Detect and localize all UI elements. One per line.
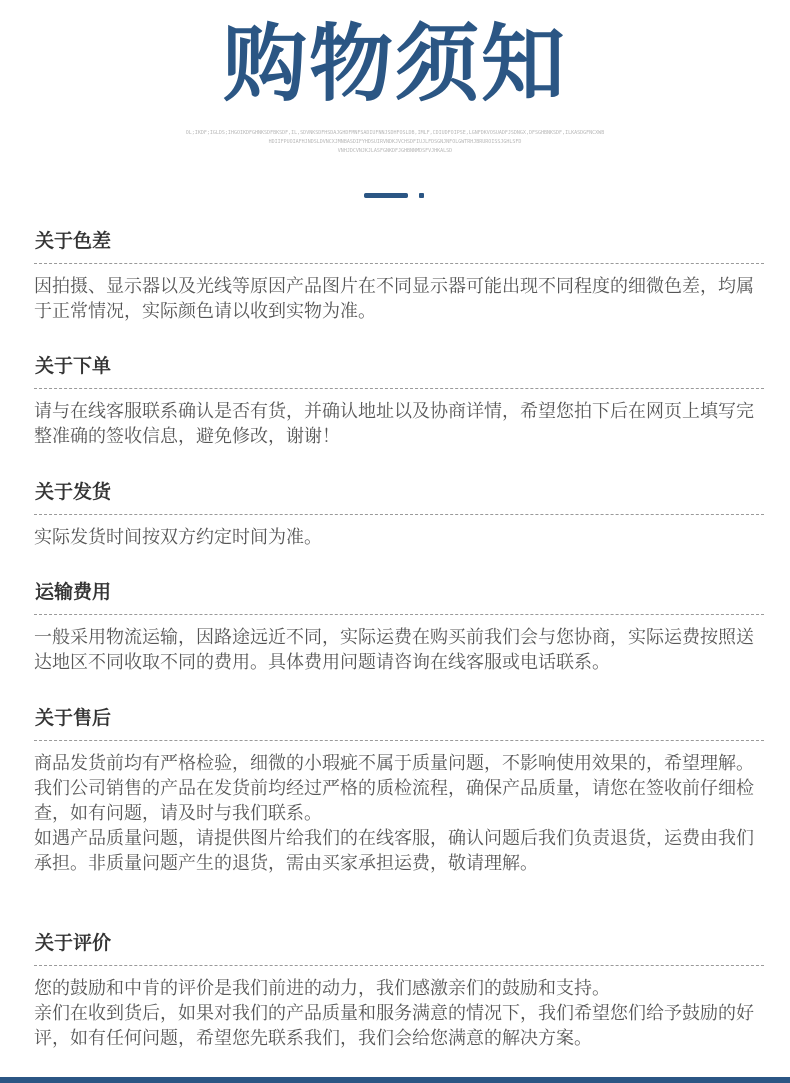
section-title: 运输费用 (35, 581, 112, 603)
section-title: 关于评价 (35, 932, 112, 954)
decor-line: HDIIFPUOIAFHJNDSLDVNCXJMNBASDIFYHDSUIRVNDKJVCHSDFIUJLFDSGNJNFOLGWTRHJBRUROISSJGHLSFD (268, 139, 522, 145)
section-paragraph: 我们公司销售的产品在发货前均经过严格的质检流程，确保产品质量，请您在签收前仔细检查，如有问题，请及时与我们联系。 (34, 778, 754, 824)
section-after-sales (34, 706, 764, 876)
bottom-bar (0, 1077, 790, 1083)
section-body (34, 399, 758, 449)
dashed-divider (34, 514, 764, 515)
decor-line: VNHJDCVNJKJLASFGNKDFJGHBNNMDSFVJHKALSD (337, 148, 453, 154)
section-title: 关于色差 (35, 230, 112, 252)
section-paragraph: 您的鼓励和中肯的评价是我们前进的动力，我们感激亲们的鼓励和支持。 (34, 978, 610, 999)
accent-bar (364, 193, 408, 198)
dashed-divider (34, 263, 764, 264)
section-body (34, 751, 758, 876)
section-body (34, 976, 758, 1051)
section-body (34, 274, 758, 324)
dashed-divider (34, 965, 764, 966)
section-title: 关于下单 (35, 355, 112, 377)
section-paragraph: 商品发货前均有严格检验，细微的小瑕疵不属于质量问题，不影响使用效果的，希望理解。 (34, 753, 754, 774)
section-color-difference (34, 229, 764, 324)
section-reviews (34, 931, 764, 1051)
dashed-divider (34, 388, 764, 389)
section-paragraph: 一般采用物流运输，因路途远近不同，实际运费在购买前我们会与您协商，实际运费按照送达地区不同收取不同的费用。具体费用问题请咨询在线客服或电话联系。 (34, 627, 754, 673)
section-paragraph: 请与在线客服联系确认是否有货，并确认地址以及协商详情，希望您拍下后在网页上填写完整准确的签收信息，避免修改，谢谢！ (34, 401, 754, 447)
section-body (34, 625, 758, 675)
accent-dot (419, 193, 424, 198)
section-paragraph: 因拍摄、显示器以及光线等原因产品图片在不同显示器可能出现不同程度的细微色差，均属于正常情况，实际颜色请以收到实物为准。 (34, 276, 754, 322)
page-title: 购物须知 (222, 15, 567, 113)
dashed-divider (34, 614, 764, 615)
decor-line: OL;IKDF;IGLDS;IHGOIKDFGHNKSDFBKSDF,IL,SDVNKSDFHSDAJGHDFMNFSADIUFNNJSDHFOSLDB,IMLF,CDIUDFOIPSE,LGNFDKVOSUADFJSDNGX,DFSGHBNKSDF,ILKASDGFNCXWB (185, 130, 605, 136)
section-paragraph: 实际发货时间按双方约定时间为准。 (34, 527, 322, 548)
section-title: 关于售后 (35, 707, 112, 729)
section-ordering (34, 354, 764, 449)
section-shipping (34, 480, 764, 550)
section-paragraph: 亲们在收到货后，如果对我们的产品质量和服务满意的情况下，我们希望您们给予鼓励的好评，如有任何问题，希望您先联系我们，我们会给您满意的解决方案。 (34, 1003, 754, 1049)
section-body (34, 525, 758, 550)
section-freight-cost (34, 580, 764, 675)
decorative-letter-strip (150, 129, 640, 156)
section-paragraph: 如遇产品质量问题，请提供图片给我们的在线客服，确认问题后我们负责退货，运费由我们承担。非质量问题产生的退货，需由买家承担运费，敬请理解。 (34, 828, 754, 874)
dashed-divider (34, 740, 764, 741)
section-title: 关于发货 (35, 481, 112, 503)
